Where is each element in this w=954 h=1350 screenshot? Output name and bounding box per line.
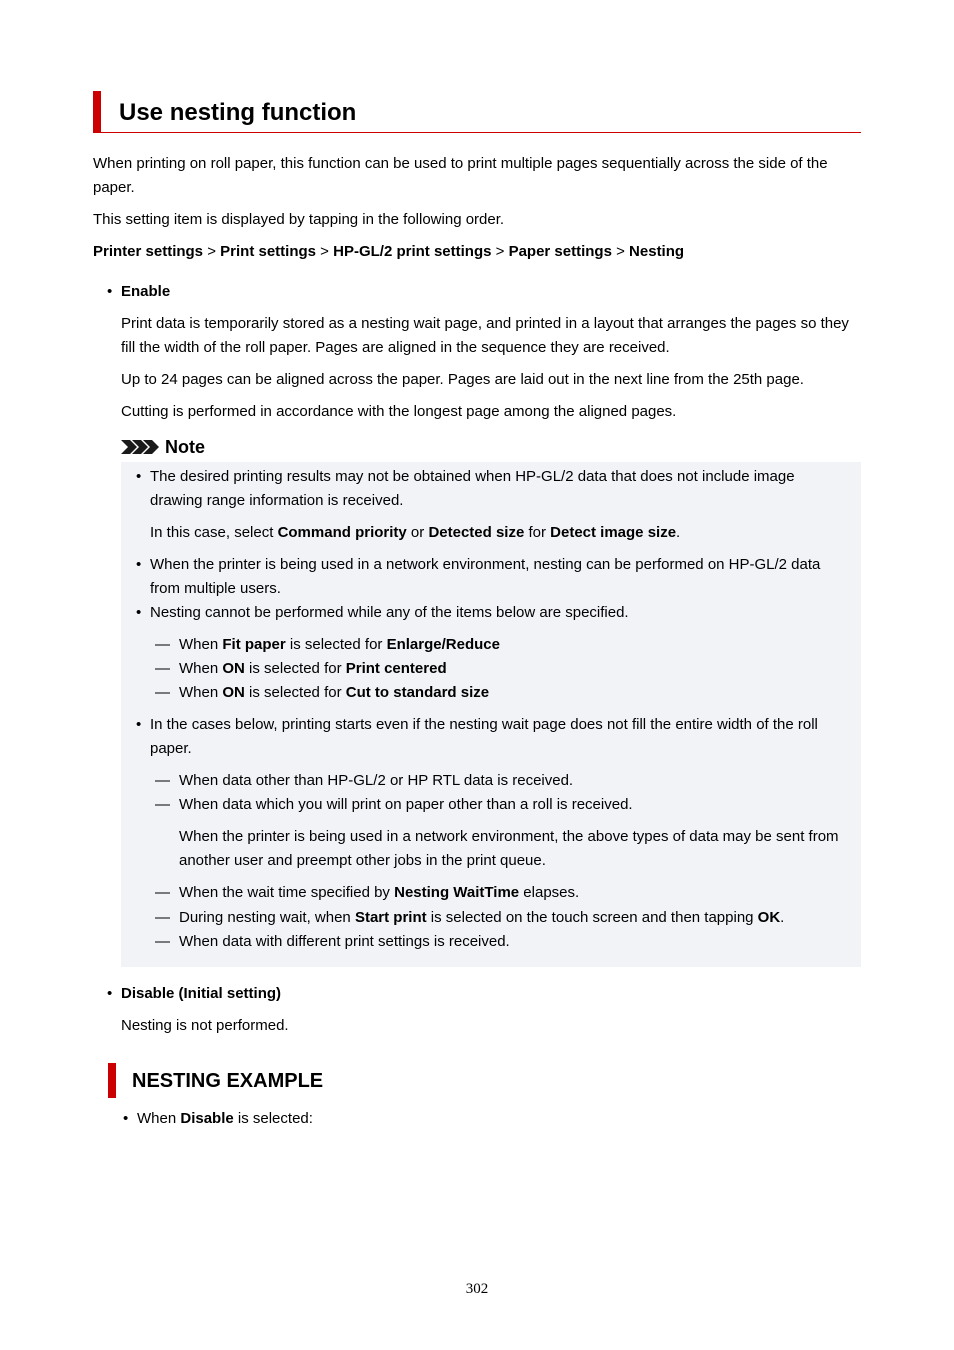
note-item-1-sub: In this case, select Command priority or Detected size for Detect image size. bbox=[150, 524, 681, 541]
heading-underline bbox=[101, 132, 861, 133]
enable-para-3: Cutting is performed in accordance with the longest page among the aligned pages. bbox=[121, 403, 677, 420]
enable-label: Enable bbox=[121, 283, 171, 300]
note-item-3-dash-1: When Fit paper is selected for Enlarge/Reduce bbox=[179, 636, 500, 653]
path-hpgl2-settings: HP-GL/2 print settings bbox=[333, 243, 492, 260]
heading-accent-bar bbox=[93, 91, 101, 133]
dash-icon: ― bbox=[155, 772, 170, 789]
dash-icon: ― bbox=[155, 660, 170, 677]
dash-icon: ― bbox=[155, 796, 170, 813]
dash-icon: ― bbox=[155, 909, 170, 926]
note-item-3: Nesting cannot be performed while any of the items below are specified. bbox=[150, 604, 629, 621]
note-item-4-dash-3: When the wait time specified by Nesting WaitTime elapses. bbox=[179, 884, 580, 901]
note-arrows-icon bbox=[121, 439, 161, 455]
path-nesting: Nesting bbox=[629, 243, 685, 260]
bullet-icon: • bbox=[136, 556, 142, 573]
bullet-icon: • bbox=[123, 1110, 129, 1127]
note-item-2: When the printer is being used in a network environment, nesting can be performed on HP-GL/2 data from multiple users. bbox=[150, 556, 821, 597]
note-item-4-dash-4: During nesting wait, when Start print is selected on the touch screen and then tapping OK. bbox=[179, 909, 785, 926]
bullet-icon: • bbox=[136, 604, 142, 621]
bullet-icon: • bbox=[136, 716, 142, 733]
path-printer-settings: Printer settings bbox=[93, 243, 204, 260]
path-paper-settings: Paper settings bbox=[508, 243, 612, 260]
note-item-4-dash-5: When data with different print settings is received. bbox=[179, 933, 510, 950]
note-item-4-dash-1: When data other than HP-GL/2 or HP RTL data is received. bbox=[179, 772, 574, 789]
path-print-settings: Print settings bbox=[220, 243, 316, 260]
note-item-1: The desired printing results may not be obtained when HP-GL/2 data that does not include image drawing range information is received. bbox=[150, 468, 795, 509]
note-item-3-dash-2: When ON is selected for Print centered bbox=[179, 660, 447, 677]
note-title: Note bbox=[165, 437, 205, 457]
bullet-icon: • bbox=[107, 985, 113, 1002]
section-heading-nesting-example: NESTING EXAMPLE bbox=[132, 1070, 324, 1092]
page-title: Use nesting function bbox=[119, 99, 357, 126]
enable-para-1: Print data is temporarily stored as a nesting wait page, and printed in a layout that arranges the pages so they fill the width of the roll paper. Pages are aligned in the sequence they are received. bbox=[121, 315, 849, 356]
note-item-4: In the cases below, printing starts even if the nesting wait page does not fill the entire width of the roll paper. bbox=[150, 716, 818, 757]
order-intro: This setting item is displayed by tapping in the following order. bbox=[93, 211, 505, 228]
note-item-4-dash-2-sub: When the printer is being used in a network environment, the above types of data may be sent from another user and preempt other jobs in the print queue. bbox=[179, 828, 839, 869]
dash-icon: ― bbox=[155, 684, 170, 701]
dash-icon: ― bbox=[155, 884, 170, 901]
intro-paragraph: When printing on roll paper, this function can be used to print multiple pages sequentially across the side of the paper. bbox=[93, 155, 828, 196]
section-accent-bar bbox=[108, 1063, 116, 1098]
bullet-icon: • bbox=[136, 468, 142, 485]
enable-para-2: Up to 24 pages can be aligned across the paper. Pages are laid out in the next line from the 25th page. bbox=[121, 371, 804, 388]
note-item-3-dash-3: When ON is selected for Cut to standard size bbox=[179, 684, 490, 701]
dash-icon: ― bbox=[155, 933, 170, 950]
disable-label: Disable (Initial setting) bbox=[121, 985, 282, 1002]
settings-path: Printer settings > Print settings > HP-GL/2 print settings > Paper settings > Nesting bbox=[93, 243, 685, 260]
note-item-4-dash-2: When data which you will print on paper other than a roll is received. bbox=[179, 796, 633, 813]
bullet-icon: • bbox=[107, 283, 113, 300]
disable-para: Nesting is not performed. bbox=[121, 1017, 289, 1034]
page-number: 302 bbox=[465, 1281, 489, 1297]
example-item: When Disable is selected: bbox=[137, 1110, 313, 1127]
dash-icon: ― bbox=[155, 636, 170, 653]
